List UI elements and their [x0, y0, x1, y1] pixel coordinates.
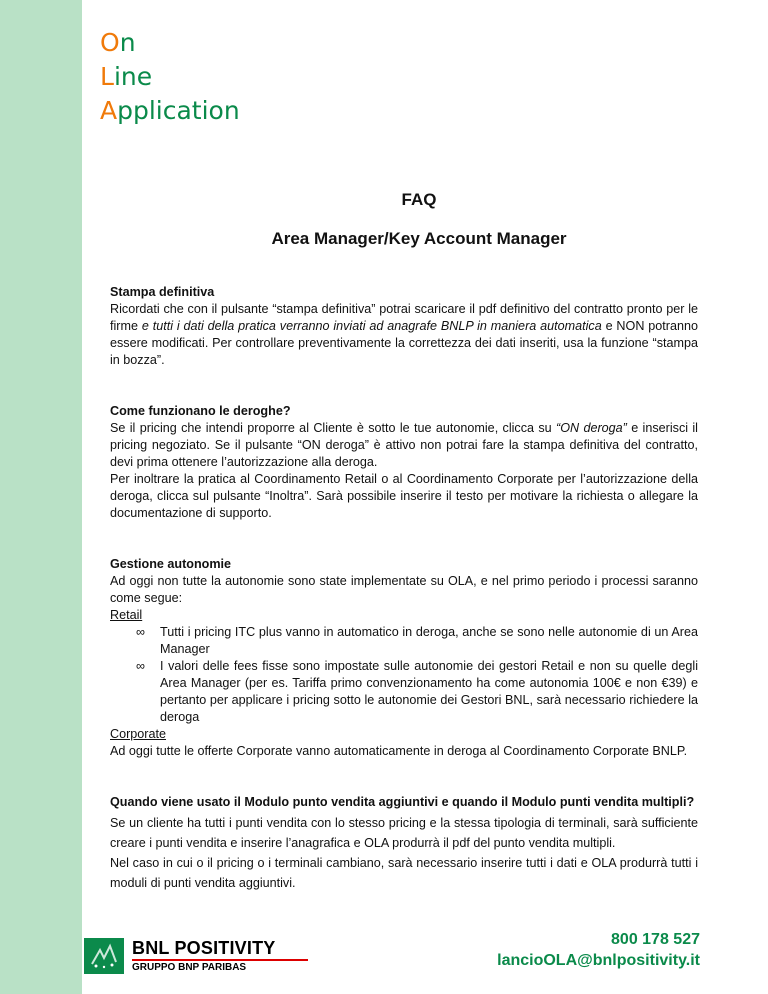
section-autonomie: [110, 556, 698, 760]
contact-block: [497, 929, 700, 971]
retail-list: [110, 624, 698, 726]
logo-underline: [132, 959, 308, 961]
section-text: Nel caso in cui o il pricing o i terminali cambiano, sarà necessario inserire tutti i dati e OLA produrrà tutti i moduli di punti vendita aggiuntivi.: [110, 856, 698, 890]
section-text: Ad oggi tutte le offerte Corporate vanno automaticamente in deroga al Coordinamento Corporate BNLP.: [110, 744, 688, 758]
brand-line-line: Line: [100, 62, 153, 91]
section-text: Se il pricing che intendi proporre al Cliente è sotto le tue autonomie, clicca su “ON deroga” e inserisci il pricing negoziato. Se il pulsante “ON deroga” è attivo non potrai fare la stampa definitiva del contratto, devi prima ottenere l’autorizzazione alla deroga.: [110, 421, 698, 469]
section-title: Gestione autonomie: [110, 557, 232, 571]
section-deroghe: [110, 403, 698, 522]
section-text: Ad oggi non tutte la autonomie sono state implementate su OLA, e nel primo periodo i processi saranno come segue:: [110, 574, 698, 605]
list-item: ∞ I valori delle fees fisse sono impostate sulle autonomie dei gestori Retail e non su quelle degli Area Manager (per es. Tariffa primo convenzionamento ha come autonomia 100€ e non €39) e pertanto per applicare i pricing sotto le autonomie dei Gestori BNL, sarà necessario richiedere la deroga: [136, 659, 698, 724]
logo-main-text: BNL POSITIVITY: [132, 938, 276, 958]
section-title: Stampa definitiva: [110, 285, 215, 299]
brand-line-on: On: [100, 28, 136, 57]
phone-number: 800 178 527: [611, 931, 700, 948]
retail-label: Retail: [110, 608, 143, 622]
email-address: lancioOLA@bnlpositivity.it: [497, 952, 700, 969]
logo-sub-text: GRUPPO BNP PARIBAS: [132, 962, 247, 973]
section-title: Quando viene usato il Modulo punto vendita aggiuntivi e quando il Modulo punti vendita multipli?: [110, 795, 695, 809]
section-modulo: [110, 794, 698, 893]
section-title: Come funzionano le deroghe?: [110, 404, 291, 418]
corporate-label: Corporate: [110, 727, 167, 741]
section-text: Per inoltrare la pratica al Coordinamento Retail o al Coordinamento Corporate per l’autorizzazione della deroga, clicca sul pulsante “Inoltra”. Sarà possibile inserire il testo per motivare la richiesta o allegare la documentazione di supporto.: [110, 472, 698, 520]
faq-content: [110, 284, 698, 893]
bullet-icon: ∞: [136, 659, 145, 673]
bnl-logo: [84, 938, 312, 976]
section-stampa: [110, 284, 698, 369]
bnl-star-icon: [84, 938, 124, 974]
side-bar: [0, 0, 82, 994]
section-text: Ricordati che con il pulsante “stampa definitiva” potrai scaricare il pdf definitivo del contratto pronto per le firme e tutti i dati della pratica verranno inviati ad anagrafe BNLP in maniera automatica e NON potranno essere modificati. Per controllare preventivamente la correttezza dei dati inseriti, usa la funzione “stampa in bozza”.: [110, 302, 698, 367]
page-title: FAQ: [401, 190, 437, 209]
list-item: ∞ Tutti i pricing ITC plus vanno in automatico in deroga, anche se sono nelle autonomie di un Area Manager: [136, 625, 698, 656]
brand-line-application: Application: [100, 96, 240, 125]
page-subtitle: Area Manager/Key Account Manager: [271, 229, 567, 248]
section-text: Se un cliente ha tutti i punti vendita con lo stesso pricing e la stessa tipologia di terminali, sarà sufficiente creare i punti vendita e inserire l’anagrafica e OLA produrrà il pdf del punto vendita multipli.: [110, 816, 698, 850]
brand-title: [100, 26, 240, 128]
bullet-icon: ∞: [136, 625, 145, 639]
